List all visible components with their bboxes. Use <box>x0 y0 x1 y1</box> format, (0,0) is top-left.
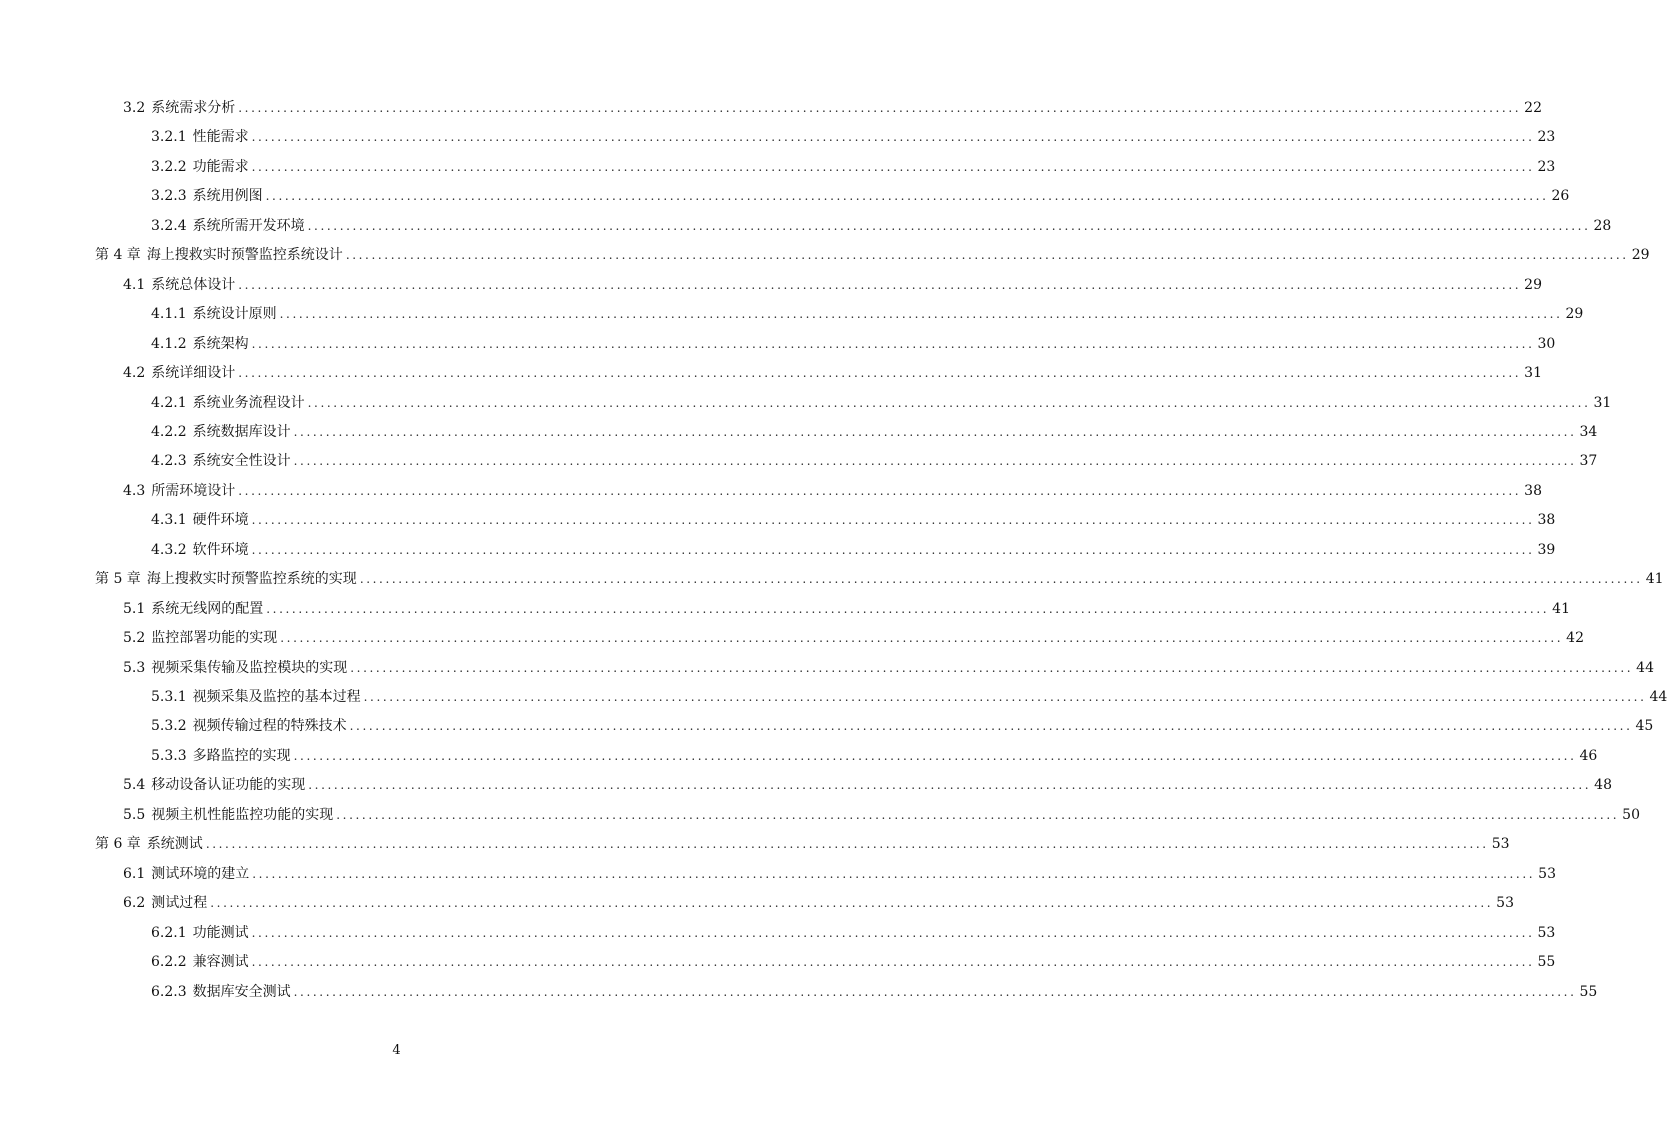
toc-leader-dots: ........................................................................................................................................................................................................ <box>251 336 1535 351</box>
toc-entry-number: 5.3.2 <box>151 718 187 735</box>
toc-entry-number: 4.3 <box>123 482 146 499</box>
toc-entry-page: 29 <box>1524 276 1542 293</box>
toc-leader-dots: ........................................................................................................................................................................................................ <box>238 483 1522 498</box>
toc-entry-number: 第 6 章 <box>95 836 141 853</box>
toc-entry[interactable] <box>151 746 1598 766</box>
toc-entry[interactable] <box>95 245 1650 265</box>
toc-entry-title: 移动设备认证功能的实现 <box>151 777 306 794</box>
toc-entry-number: 第 5 章 <box>95 571 141 588</box>
toc-entry[interactable] <box>151 716 1654 736</box>
toc-entry-title: 多路监控的实现 <box>192 747 291 764</box>
toc-entry-number: 4.2.1 <box>151 394 187 411</box>
toc-entry-page: 30 <box>1537 335 1556 352</box>
toc-leader-dots: ........................................................................................................................................................................................................ <box>252 866 1536 881</box>
toc-entry-title: 海上搜救实时预警监控系统设计 <box>146 247 343 264</box>
toc-leader-dots: ........................................................................................................................................................................................................ <box>293 748 1577 763</box>
toc-entry-page: 31 <box>1593 394 1612 411</box>
toc-leader-dots: ........................................................................................................................................................................................................ <box>350 660 1634 675</box>
toc-entry-number: 6.2.1 <box>151 924 187 941</box>
toc-leader-dots: ........................................................................................................................................................................................................ <box>293 424 1577 439</box>
toc-entry-number: 3.2.4 <box>151 217 187 234</box>
toc-entry-number: 4.1.1 <box>151 306 187 323</box>
toc-entry-number: 5.3.1 <box>151 689 187 705</box>
toc-entry-title: 系统测试 <box>146 836 203 853</box>
toc-entry-page: 45 <box>1635 718 1654 735</box>
toc-entry-page: 22 <box>1524 100 1542 116</box>
toc-entry-title: 测试环境的建立 <box>151 865 250 882</box>
toc-entry-title: 系统用例图 <box>192 188 263 205</box>
toc-entry-number: 3.2 <box>123 100 146 116</box>
toc-leader-dots: ........................................................................................................................................................................................................ <box>336 807 1620 822</box>
toc-entry-page: 28 <box>1593 217 1612 234</box>
toc-entry-title: 系统无线网的配置 <box>151 600 264 617</box>
toc-entry[interactable] <box>123 628 1584 648</box>
toc-leader-dots: ........................................................................................................................................................................................................ <box>251 130 1535 145</box>
toc-entry-title: 功能需求 <box>192 158 249 175</box>
toc-entry-page: 55 <box>1537 954 1556 971</box>
toc-entry[interactable] <box>151 393 1612 413</box>
toc-entry-title: 视频采集传输及监控模块的实现 <box>151 659 348 676</box>
toc-entry-number: 4.3.1 <box>151 512 187 529</box>
toc-entry-page: 44 <box>1636 659 1654 676</box>
toc-entry[interactable] <box>151 540 1556 560</box>
toc-entry-title: 系统所需开发环境 <box>192 217 305 234</box>
toc-entry-page: 53 <box>1496 895 1514 912</box>
toc-entry-page: 41 <box>1645 571 1664 588</box>
toc-entry[interactable] <box>95 834 1510 854</box>
toc-entry-number: 5.5 <box>123 806 146 823</box>
toc-leader-dots: ........................................................................................................................................................................................................ <box>251 925 1535 940</box>
toc-entry-page: 38 <box>1537 512 1556 529</box>
toc-leader-dots: ........................................................................................................................................................................................................ <box>293 454 1577 469</box>
toc-entry-page: 37 <box>1579 453 1598 470</box>
toc-entry-title: 系统架构 <box>192 335 249 352</box>
toc-entry-page: 39 <box>1537 541 1556 558</box>
toc-entry-page: 53 <box>1537 924 1556 941</box>
toc-entry[interactable] <box>123 275 1542 295</box>
toc-leader-dots: ........................................................................................................................................................................................................ <box>205 837 1489 852</box>
toc-entry-title: 系统数据库设计 <box>192 423 291 440</box>
toc-entry-number: 6.2.3 <box>151 983 187 1000</box>
toc-entry-page: 55 <box>1579 983 1598 1000</box>
toc-entry-number: 3.2.2 <box>151 158 187 175</box>
toc-leader-dots: ........................................................................................................................................................................................................ <box>210 896 1494 911</box>
toc-entry[interactable] <box>151 510 1556 530</box>
toc-entry-title: 视频传输过程的特殊技术 <box>192 718 347 735</box>
toc-entry-page: 53 <box>1491 836 1510 853</box>
toc-leader-dots: ........................................................................................................................................................................................................ <box>266 601 1550 616</box>
toc-entry-number: 4.1 <box>123 276 146 293</box>
toc-leader-dots: ........................................................................................................................................................................................................ <box>307 395 1591 410</box>
toc-leader-dots: ........................................................................................................................................................................................................ <box>238 366 1522 381</box>
toc-entry-title: 测试过程 <box>151 895 208 912</box>
toc-leader-dots: ........................................................................................................................................................................................................ <box>238 277 1522 292</box>
toc-entry-title: 系统安全性设计 <box>192 453 291 470</box>
toc-entry-number: 6.2.2 <box>151 954 187 971</box>
toc-entry-number: 4.3.2 <box>151 541 187 558</box>
toc-entry[interactable] <box>123 805 1640 825</box>
toc-entry-number: 5.1 <box>123 600 146 617</box>
toc-entry-page: 34 <box>1579 423 1598 440</box>
toc-entry-number: 3.2.1 <box>151 129 187 146</box>
toc-entry[interactable] <box>151 982 1598 1002</box>
toc-entry-title: 视频采集及监控的基本过程 <box>192 689 361 705</box>
toc-entry[interactable] <box>151 422 1598 442</box>
toc-entry-title: 监控部署功能的实现 <box>151 630 278 647</box>
toc-entry-title: 系统业务流程设计 <box>192 394 305 411</box>
toc-leader-dots: ........................................................................................................................................................................................................ <box>349 719 1633 734</box>
toc-leader-dots: ........................................................................................................................................................................................................ <box>251 513 1535 528</box>
toc-entry-number: 4.1.2 <box>151 335 187 352</box>
toc-entry-title: 硬件环境 <box>192 512 249 529</box>
toc-entry-number: 6.1 <box>123 865 146 882</box>
toc-entry-number: 5.2 <box>123 630 146 647</box>
toc-entry[interactable] <box>123 864 1556 884</box>
toc-entry[interactable] <box>123 893 1514 913</box>
toc-entry-page: 50 <box>1622 806 1640 823</box>
toc-leader-dots: ........................................................................................................................................................................................................ <box>251 542 1535 557</box>
toc-entry-number: 5.3.3 <box>151 747 187 764</box>
toc-entry[interactable] <box>151 216 1612 236</box>
toc-entry-number: 4.2 <box>123 365 146 382</box>
toc-entry-title: 视频主机性能监控功能的实现 <box>151 806 334 823</box>
toc-entry-title: 兼容测试 <box>192 954 249 971</box>
toc-entry[interactable] <box>151 186 1570 206</box>
toc-entry-title: 系统总体设计 <box>151 276 236 293</box>
toc-entry-number: 6.2 <box>123 895 146 912</box>
toc-entry[interactable] <box>151 157 1556 177</box>
toc-leader-dots: ........................................................................................................................................................................................................ <box>280 631 1564 646</box>
toc-leader-dots: ........................................................................................................................................................................................................ <box>345 248 1629 263</box>
toc-entry-number: 4.2.2 <box>151 423 187 440</box>
toc-entry-page: 48 <box>1594 777 1612 794</box>
toc-entry[interactable] <box>151 304 1584 324</box>
toc-entry-title: 系统设计原则 <box>192 306 277 323</box>
toc-entry[interactable] <box>123 98 1542 118</box>
toc-entry-title: 软件环境 <box>192 541 249 558</box>
toc-entry-page: 53 <box>1538 865 1556 882</box>
toc-entry-page: 41 <box>1552 600 1570 617</box>
page-number: 4 <box>392 1043 401 1058</box>
toc-leader-dots: ........................................................................................................................................................................................................ <box>307 218 1591 233</box>
toc-entry-title: 性能需求 <box>192 129 249 146</box>
toc-leader-dots: ........................................................................................................................................................................................................ <box>359 572 1643 587</box>
toc-leader-dots: ........................................................................................................................................................................................................ <box>265 189 1549 204</box>
toc-entry[interactable] <box>151 952 1556 972</box>
toc-entry-page: 46 <box>1579 747 1598 764</box>
toc-entry-page: 29 <box>1631 247 1650 264</box>
toc-leader-dots: ........................................................................................................................................................................................................ <box>251 159 1535 174</box>
toc-entry[interactable] <box>151 334 1556 354</box>
toc-entry-page: 26 <box>1551 188 1570 205</box>
toc-entry[interactable] <box>151 923 1556 943</box>
toc-entry-page: 42 <box>1566 630 1584 647</box>
toc-entry-title: 海上搜救实时预警监控系统的实现 <box>146 571 357 588</box>
toc-entry[interactable] <box>123 775 1612 795</box>
toc-leader-dots: ........................................................................................................................................................................................................ <box>308 778 1592 793</box>
toc-entry[interactable] <box>151 127 1556 147</box>
toc-leader-dots: ........................................................................................................................................................................................................ <box>238 101 1522 115</box>
toc-entry[interactable] <box>95 569 1664 589</box>
toc-leader-dots: ........................................................................................................................................................................................................ <box>279 307 1563 322</box>
toc-entry[interactable] <box>151 451 1598 471</box>
toc-entry-number: 4.2.3 <box>151 453 187 470</box>
toc-leader-dots: ........................................................................................................................................................................................................ <box>363 690 1647 704</box>
toc-entry-page: 31 <box>1524 365 1542 382</box>
toc-entry-title: 功能测试 <box>192 924 249 941</box>
toc-entry[interactable] <box>123 363 1542 383</box>
toc-entry[interactable] <box>123 658 1654 678</box>
toc-entry-number: 5.4 <box>123 777 146 794</box>
toc-entry-page: 38 <box>1524 482 1542 499</box>
toc-entry-number: 5.3 <box>123 659 146 676</box>
toc-entry-number: 3.2.3 <box>151 188 187 205</box>
toc-entry[interactable] <box>123 599 1570 619</box>
toc-entry-title: 数据库安全测试 <box>192 983 291 1000</box>
toc-entry-page: 23 <box>1537 158 1556 175</box>
toc-leader-dots: ........................................................................................................................................................................................................ <box>251 955 1535 970</box>
toc-entry-title: 所需环境设计 <box>151 482 236 499</box>
toc-entry-number: 第 4 章 <box>95 247 141 264</box>
toc-leader-dots: ........................................................................................................................................................................................................ <box>293 984 1577 999</box>
toc-entry[interactable] <box>123 481 1542 501</box>
toc-entry-title: 系统需求分析 <box>151 100 236 116</box>
toc-entry-page: 29 <box>1565 306 1584 323</box>
toc-entry-page: 23 <box>1537 129 1556 146</box>
toc-entry-title: 系统详细设计 <box>151 365 236 382</box>
toc-entry-page: 44 <box>1649 689 1667 705</box>
toc-entry[interactable] <box>151 687 1667 707</box>
